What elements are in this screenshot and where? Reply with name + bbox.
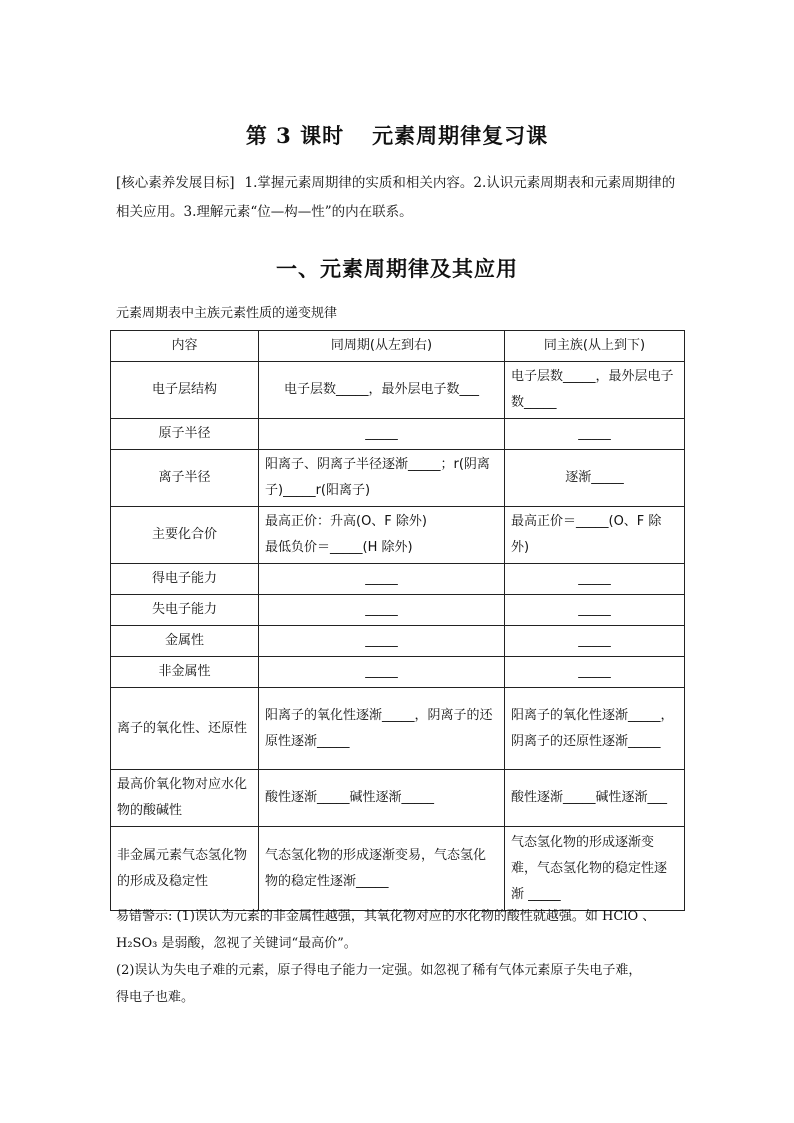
row-period: 最高正价：升高(O、F 除外) 最低负价＝_____(H 除外) <box>259 507 505 564</box>
row-group: _____ <box>505 564 685 595</box>
table-row <box>111 770 685 827</box>
table-row <box>111 362 685 419</box>
row-period: 电子层数_____，最外层电子数___ <box>259 362 505 419</box>
row-group: 气态氢化物的形成逐渐变难，气态氢化物的稳定性逐渐 _____ <box>505 827 685 911</box>
table-row <box>111 688 685 770</box>
table-row <box>111 419 685 450</box>
table-row <box>111 450 685 507</box>
table-row <box>111 657 685 688</box>
row-period: _____ <box>259 564 505 595</box>
row-item: 离子的氧化性、还原性 <box>111 688 259 770</box>
row-item: 非金属元素气态氢化物的形成及稳定性 <box>111 827 259 911</box>
table-row <box>111 626 685 657</box>
row-item: 原子半径 <box>111 419 259 450</box>
row-period: _____ <box>259 419 505 450</box>
goals-tag: [核心素养发展目标] <box>116 175 235 191</box>
row-item: 非金属性 <box>111 657 259 688</box>
row-item: 金属性 <box>111 626 259 657</box>
row-period: _____ <box>259 626 505 657</box>
error-warning <box>116 903 686 1011</box>
row-group: _____ <box>505 657 685 688</box>
row-period: 阳离子的氧化性逐渐_____，阴离子的还原性逐渐_____ <box>259 688 505 770</box>
row-group: 电子层数_____，最外层电子数_____ <box>505 362 685 419</box>
table-row <box>111 507 685 564</box>
row-item: 得电子能力 <box>111 564 259 595</box>
lesson-number: 第 3 课时 <box>245 123 345 148</box>
header-period: 同周期(从左到右) <box>259 331 505 362</box>
header-group: 同主族(从上到下) <box>505 331 685 362</box>
header-content: 内容 <box>111 331 259 362</box>
row-period: _____ <box>259 595 505 626</box>
warning-line: (2)误认为失电子难的元素，原子得电子能力一定强。如忽视了稀有气体元素原子失电子难， <box>116 963 642 978</box>
learning-goals <box>116 169 686 227</box>
row-group: _____ <box>505 595 685 626</box>
row-item: 离子半径 <box>111 450 259 507</box>
row-item: 电子层结构 <box>111 362 259 419</box>
warning-line: 得电子也难。 <box>116 990 195 1005</box>
row-period: 阳离子、阴离子半径逐渐_____；r(阴离子)_____r(阳离子) <box>259 450 505 507</box>
row-group: 阳离子的氧化性逐渐_____，阴离子的还原性逐渐_____ <box>505 688 685 770</box>
row-period: 酸性逐渐_____碱性逐渐_____ <box>259 770 505 827</box>
row-group: _____ <box>505 626 685 657</box>
table-header-row <box>111 331 685 362</box>
row-group: _____ <box>505 419 685 450</box>
lesson-name: 元素周期律复习课 <box>372 123 549 148</box>
row-period: _____ <box>259 657 505 688</box>
lesson-title <box>0 120 794 150</box>
row-item: 主要化合价 <box>111 507 259 564</box>
row-group: 最高正价＝_____(O、F 除外) <box>505 507 685 564</box>
row-item: 失电子能力 <box>111 595 259 626</box>
row-item: 最高价氧化物对应水化物的酸碱性 <box>111 770 259 827</box>
periodic-trends-table <box>110 330 685 911</box>
row-group: 逐渐_____ <box>505 450 685 507</box>
warning-line: H₂SO₃ 是弱酸，忽视了关键词“最高价”。 <box>116 936 357 951</box>
table-row <box>111 595 685 626</box>
row-period: 气态氢化物的形成逐渐变易，气态氢化物的稳定性逐渐_____ <box>259 827 505 911</box>
table-caption: 元素周期表中主族元素性质的递变规律 <box>116 306 338 321</box>
warning-line: 易错警示: (1)误认为元素的非金属性越强，其氧化物对应的水化物的酸性就越强。如 HClO 、 <box>116 909 656 924</box>
table-row <box>111 827 685 911</box>
row-group: 酸性逐渐_____碱性逐渐___ <box>505 770 685 827</box>
table-row <box>111 564 685 595</box>
section-title: 一、元素周期律及其应用 <box>276 257 518 281</box>
goals-text: 1.掌握元素周期律的实质和相关内容。2.认识元素周期表和元素周期律的相关应用。3.理解元素“位—构—性”的内在联系。 <box>116 175 676 220</box>
